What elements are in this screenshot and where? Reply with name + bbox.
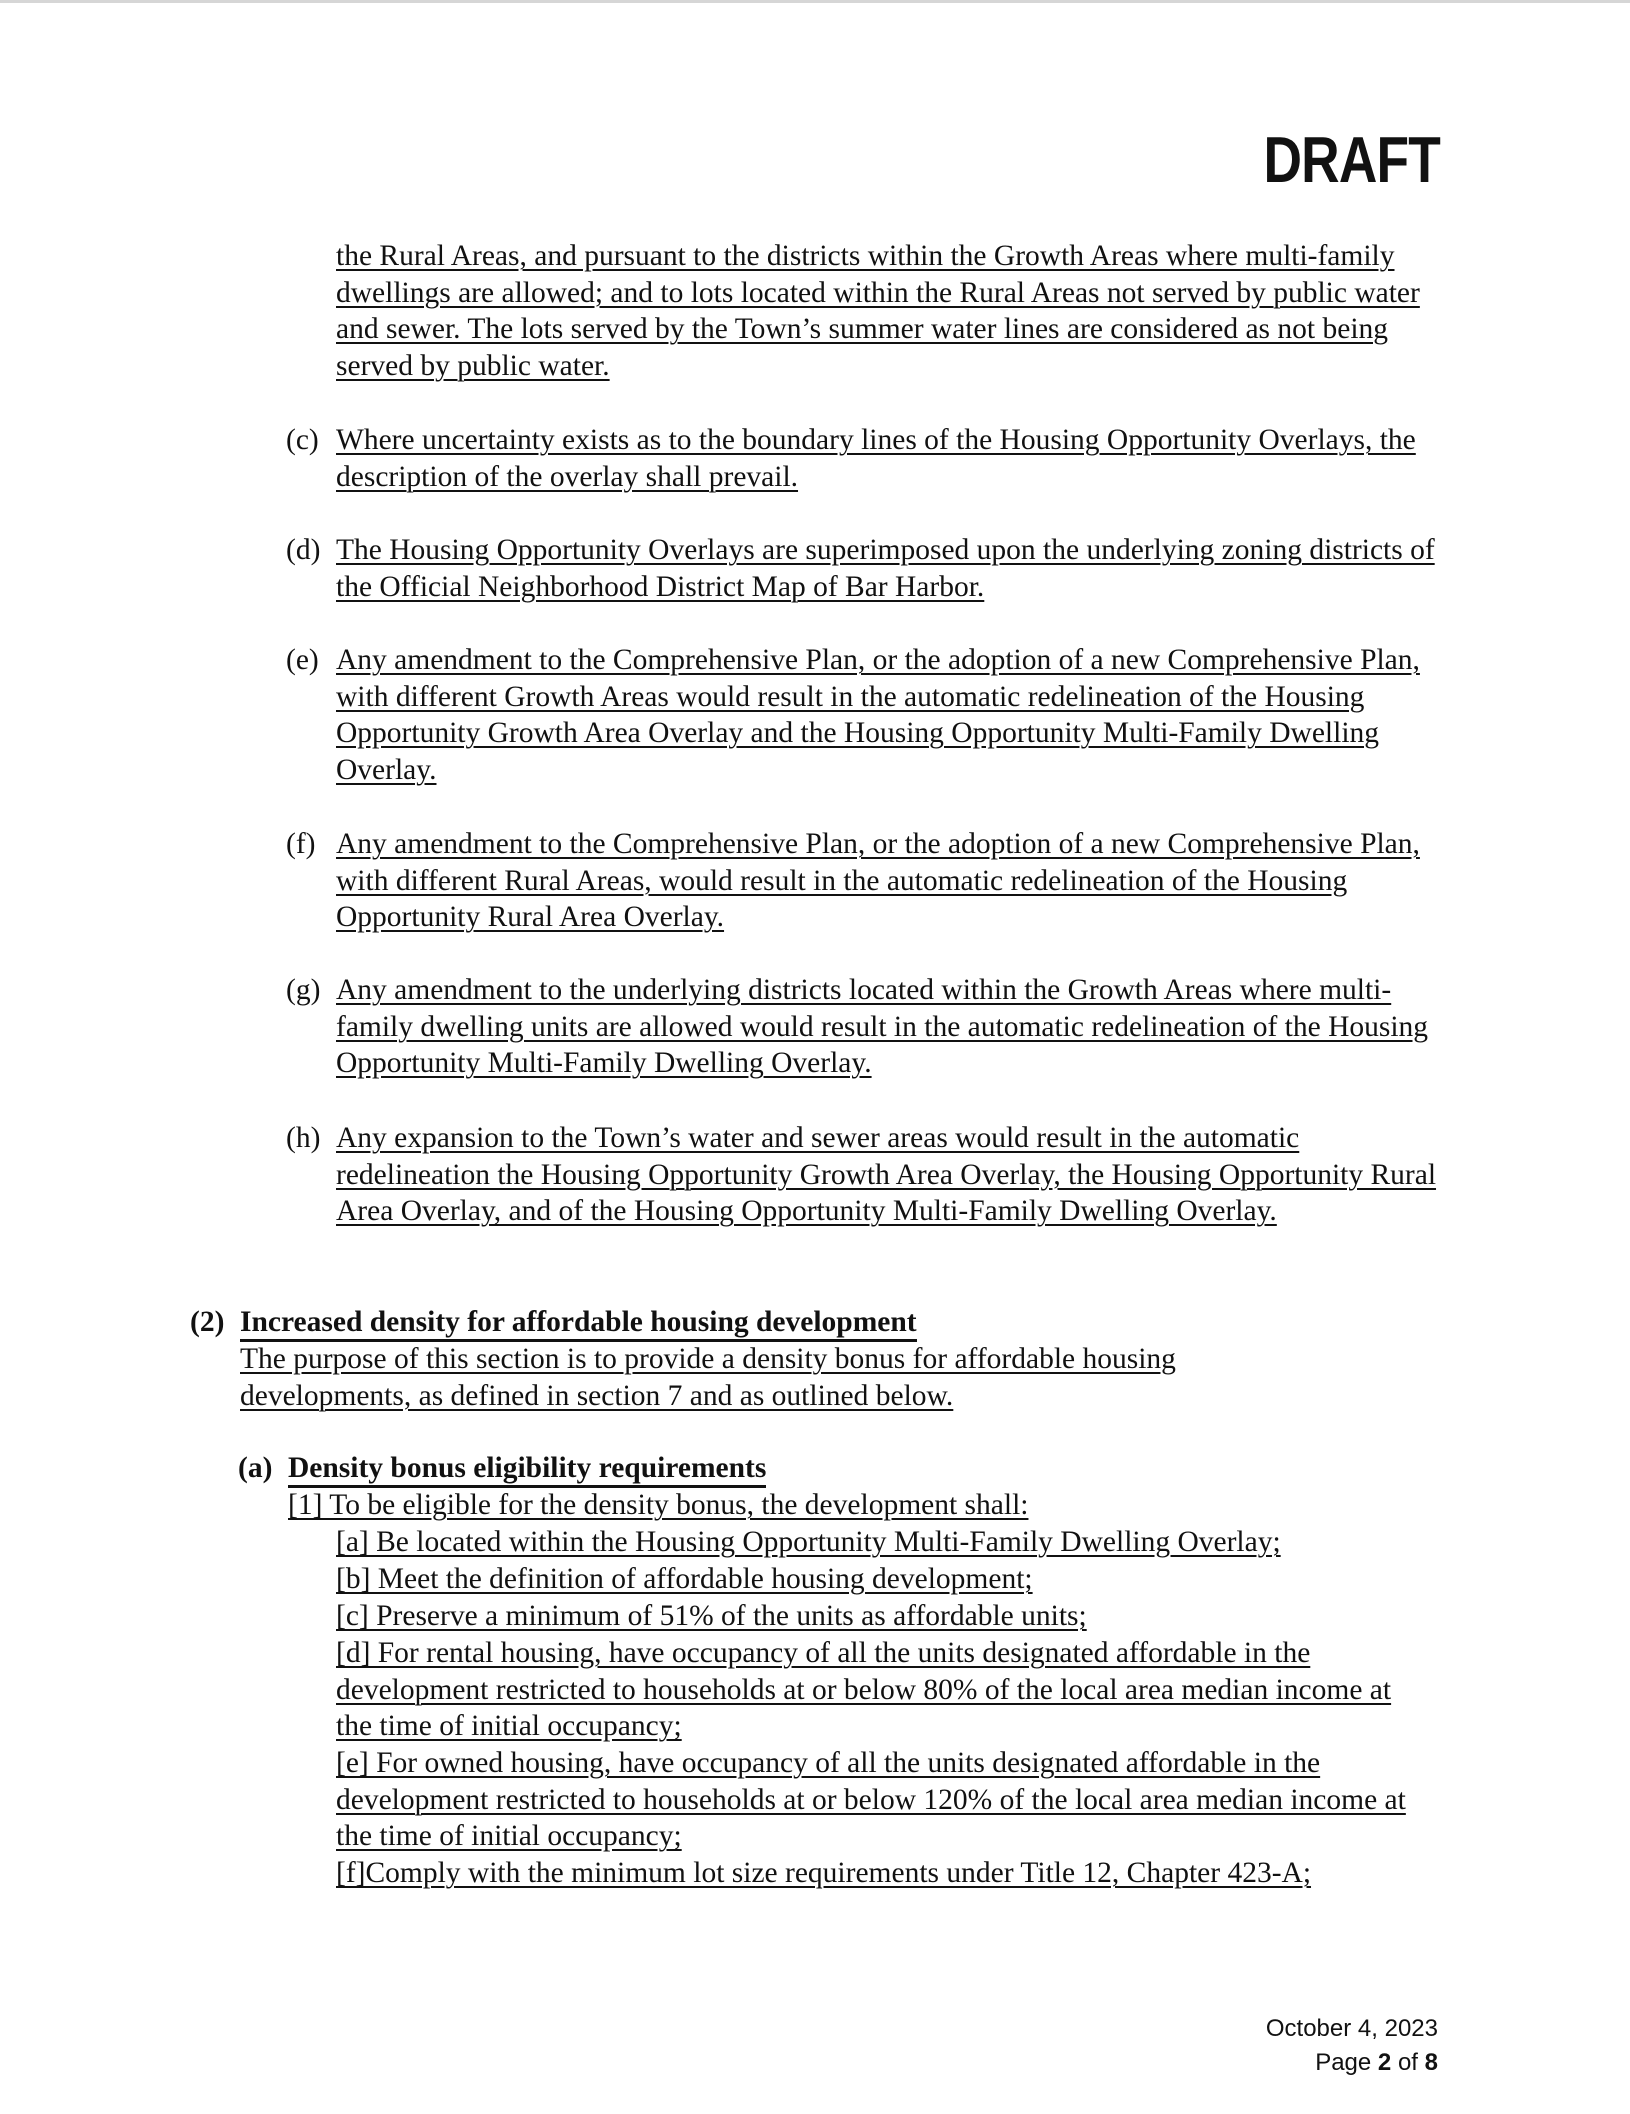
item-label: (f): [286, 828, 316, 860]
page-top-border: [0, 0, 1630, 3]
item-text: Any amendment to the Comprehensive Plan, or the adoption of a new Comprehensive Plan, with different Growth Areas would result in the automatic redelineation of the Housing Opportunity Growth Area Overlay and the Housing Opportunity Multi-Family Dwelling Overlay.: [336, 644, 1420, 786]
draft-watermark: DRAFT: [1263, 123, 1440, 196]
eligibility-subitem-f: [f]Comply with the minimum lot size requirements under Title 12, Chapter 423-A;: [336, 1857, 1312, 1889]
eligibility-subitem-e: [e] For owned housing, have occupancy of all the units designated affordable in the development restricted to households at or below 120% of the local area median income at the time of initial occupancy;: [336, 1747, 1406, 1853]
item-text: Any expansion to the Town’s water and sewer areas would result in the automatic redelineation the Housing Opportunity Growth Area Overlay, the Housing Opportunity Rural Area Overlay, and of the Housing Opportunity Multi-Family Dwelling Overlay.: [336, 1122, 1437, 1228]
subsection-a-heading: [238, 1450, 1446, 1488]
footer-page-number: [1078, 2046, 1438, 2080]
section-2-title: Increased density for affordable housing development: [240, 1306, 917, 1342]
list-item-c: [286, 422, 1446, 495]
item-text: Where uncertainty exists as to the boundary lines of the Housing Opportunity Overlays, the description of the overlay shall prevail.: [336, 424, 1416, 493]
item-text: The Housing Opportunity Overlays are superimposed upon the underlying zoning districts of the Official Neighborhood District Map of Bar Harbor.: [336, 534, 1435, 603]
eligibility-subitem-b: [b] Meet the definition of affordable housing development;: [336, 1563, 1033, 1595]
list-item-d: [286, 532, 1446, 605]
item-label: (e): [286, 644, 319, 676]
page-prefix: Page: [1315, 2049, 1378, 2076]
item-label: (c): [286, 424, 319, 456]
page-total: 8: [1424, 2049, 1438, 2076]
eligibility-item-1: [1] To be eligible for the density bonus, the development shall:: [288, 1489, 1029, 1521]
section-2-heading: [190, 1304, 1446, 1342]
footer-date: October 4, 2023: [1265, 2015, 1438, 2042]
eligibility-subitem-c: [c] Preserve a minimum of 51% of the units as affordable units;: [336, 1600, 1087, 1632]
page-current: 2: [1377, 2049, 1392, 2076]
list-item-h: [286, 1120, 1446, 1230]
intro-paragraph: the Rural Areas, and pursuant to the districts within the Growth Areas where multi-family dwellings are allowed; and to lots located within the Rural Areas not served by public water and sewer. The lots served by the Town’s summer water lines are considered as not being served by public water.: [336, 240, 1420, 382]
item-label: (g): [286, 974, 321, 1006]
page-of: of: [1391, 2049, 1425, 2076]
item-text: Any amendment to the underlying districts located within the Growth Areas where multi-family dwelling units are allowed would result in the automatic redelineation of the Housing Opportunity Multi-Family Dwelling Overlay.: [336, 974, 1429, 1080]
eligibility-subitem-a: [a] Be located within the Housing Opportunity Multi-Family Dwelling Overlay;: [336, 1526, 1281, 1558]
item-label: (d): [286, 534, 321, 566]
item-text: Any amendment to the Comprehensive Plan, or the adoption of a new Comprehensive Plan, with different Rural Areas, would result in the automatic redelineation of the Housing Opportunity Rural Area Overlay.: [336, 828, 1420, 934]
subsection-a-label: (a): [238, 1452, 273, 1484]
list-item-e: [286, 642, 1446, 788]
list-item-f: [286, 826, 1446, 936]
section-2-label: (2): [190, 1306, 225, 1338]
subsection-a-title: Density bonus eligibility requirements: [288, 1452, 766, 1488]
item-label: (h): [286, 1122, 321, 1154]
list-item-g: [286, 972, 1446, 1082]
eligibility-subitem-d: [d] For rental housing, have occupancy of all the units designated affordable in the development restricted to households at or below 80% of the local area median income at the time of initial occupancy;: [336, 1637, 1392, 1743]
section-2-purpose: The purpose of this section is to provide a density bonus for affordable housing developments, as defined in section 7 and as outlined below.: [240, 1343, 1176, 1412]
